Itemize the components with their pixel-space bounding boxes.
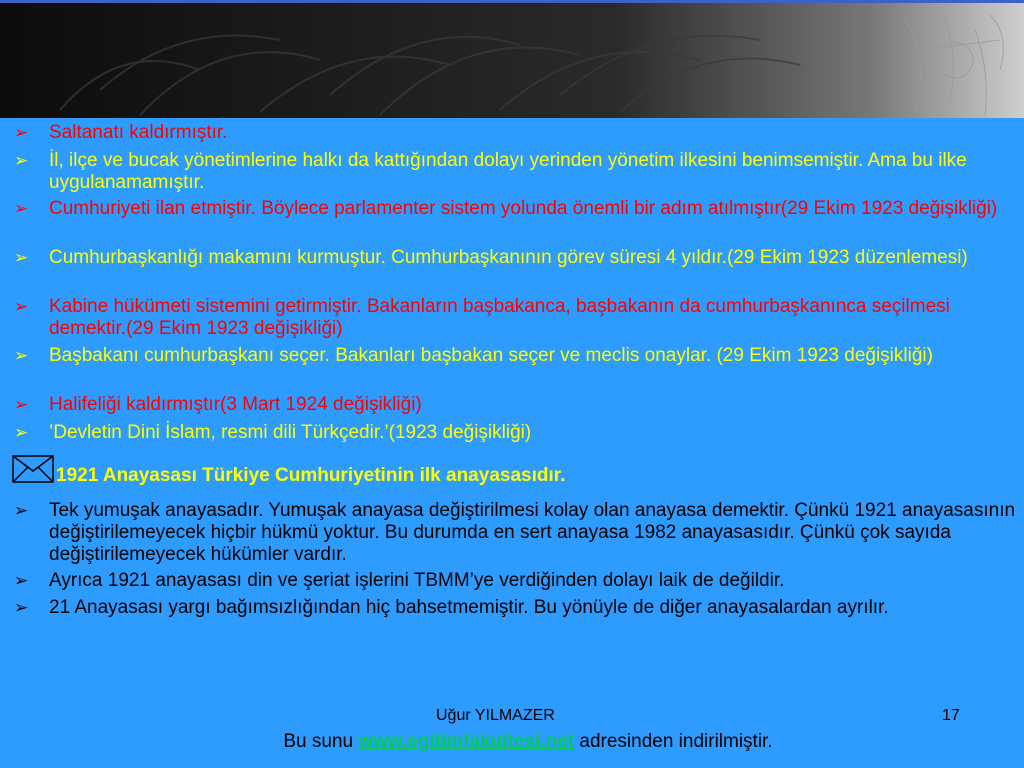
arrow-bullet-icon: ➢ xyxy=(14,423,29,442)
list-item-text: ’Devletin Dini İslam, resmi dili Türkçedir.’(1923 değişikliği) xyxy=(49,422,532,443)
list-item-text: Ayrıca 1921 anayasası din ve şeriat işlerini TBMM’ye verdiğinden dolayı laik de değildir. xyxy=(49,570,785,591)
list-item-text: 21 Anayasası yargı bağımsızlığından hiç bahsetmemiştir. Bu yönüyle de diğer anayasalardan ayrılır. xyxy=(49,597,889,618)
arrow-bullet-icon: ➢ xyxy=(14,598,29,617)
section-heading-text: 1921 Anayasası Türkiye Cumhuriyetinin ilk anayasasıdır. xyxy=(56,465,566,486)
page-number: 17 xyxy=(942,707,960,724)
list-item-text: İl, ilçe ve bucak yönetimlerine halkı da kattığından dolayı yerinden yönetim ilkesini benimsemiştir. Ama bu ilke uygulanamamıştır. xyxy=(49,150,967,193)
arrow-bullet-icon: ➢ xyxy=(14,297,29,316)
arrow-bullet-icon: ➢ xyxy=(14,248,29,267)
arrow-bullet-icon: ➢ xyxy=(14,395,29,414)
arrow-bullet-icon: ➢ xyxy=(14,571,29,590)
list-item-text: Kabine hükümeti sistemini getirmiştir. Bakanların başbakanca, başbakanın da cumhurbaşkanınca seçilmesi demektir.(29 Ekim 1923 değişikliği) xyxy=(49,296,950,339)
list-item-text: Halifeliği kaldırmıştır(3 Mart 1924 değişikliği) xyxy=(49,394,422,415)
header-banner xyxy=(0,0,1024,118)
list-item-text: Cumhuriyeti ilan etmiştir. Böylece parlamenter sistem yolunda önemli bir adım atılmıştır(29 Ekim 1923 değişikliği) xyxy=(49,198,998,219)
credit-suffix: adresinden indirilmiştir. xyxy=(574,731,773,752)
arrow-bullet-icon: ➢ xyxy=(14,501,29,520)
footer-credit xyxy=(0,731,1024,753)
arrow-bullet-icon: ➢ xyxy=(14,346,29,365)
arrow-bullet-icon: ➢ xyxy=(14,199,29,218)
list-item-text: Tek yumuşak anayasadır. Yumuşak anayasa değiştirilmesi kolay olan anayasa demektir. Çünkü 1921 anayasasının değiştirilemeyecek hiçbir hükmü yoktur. Bu durumda en sert anayasa 1982 anayasasıdır. Çünkü çok sayıda değiştirilemeyecek hükümler vardır. xyxy=(49,500,1016,565)
website-link[interactable]: www.egitimfakultesi.net xyxy=(358,731,575,752)
list-item-text: Cumhurbaşkanlığı makamını kurmuştur. Cumhurbaşkanının görev süresi 4 yıldır.(29 Ekim 1923 düzenlemesi) xyxy=(49,247,968,268)
list-item-text: Saltanatı kaldırmıştır. xyxy=(49,122,228,143)
footer-author: Uğur YILMAZER xyxy=(436,707,555,724)
arrow-bullet-icon: ➢ xyxy=(14,151,29,170)
list-item-text: Başbakanı cumhurbaşkanı seçer. Bakanları başbakan seçer ve meclis onaylar. (29 Ekim 1923 değişikliği) xyxy=(49,345,933,366)
arrow-bullet-icon: ➢ xyxy=(14,123,29,142)
section-heading xyxy=(12,455,912,487)
envelope-icon xyxy=(12,455,54,483)
banner-texture xyxy=(0,0,1024,118)
credit-prefix: Bu sunu xyxy=(283,731,359,752)
top-border-line xyxy=(0,0,1024,3)
